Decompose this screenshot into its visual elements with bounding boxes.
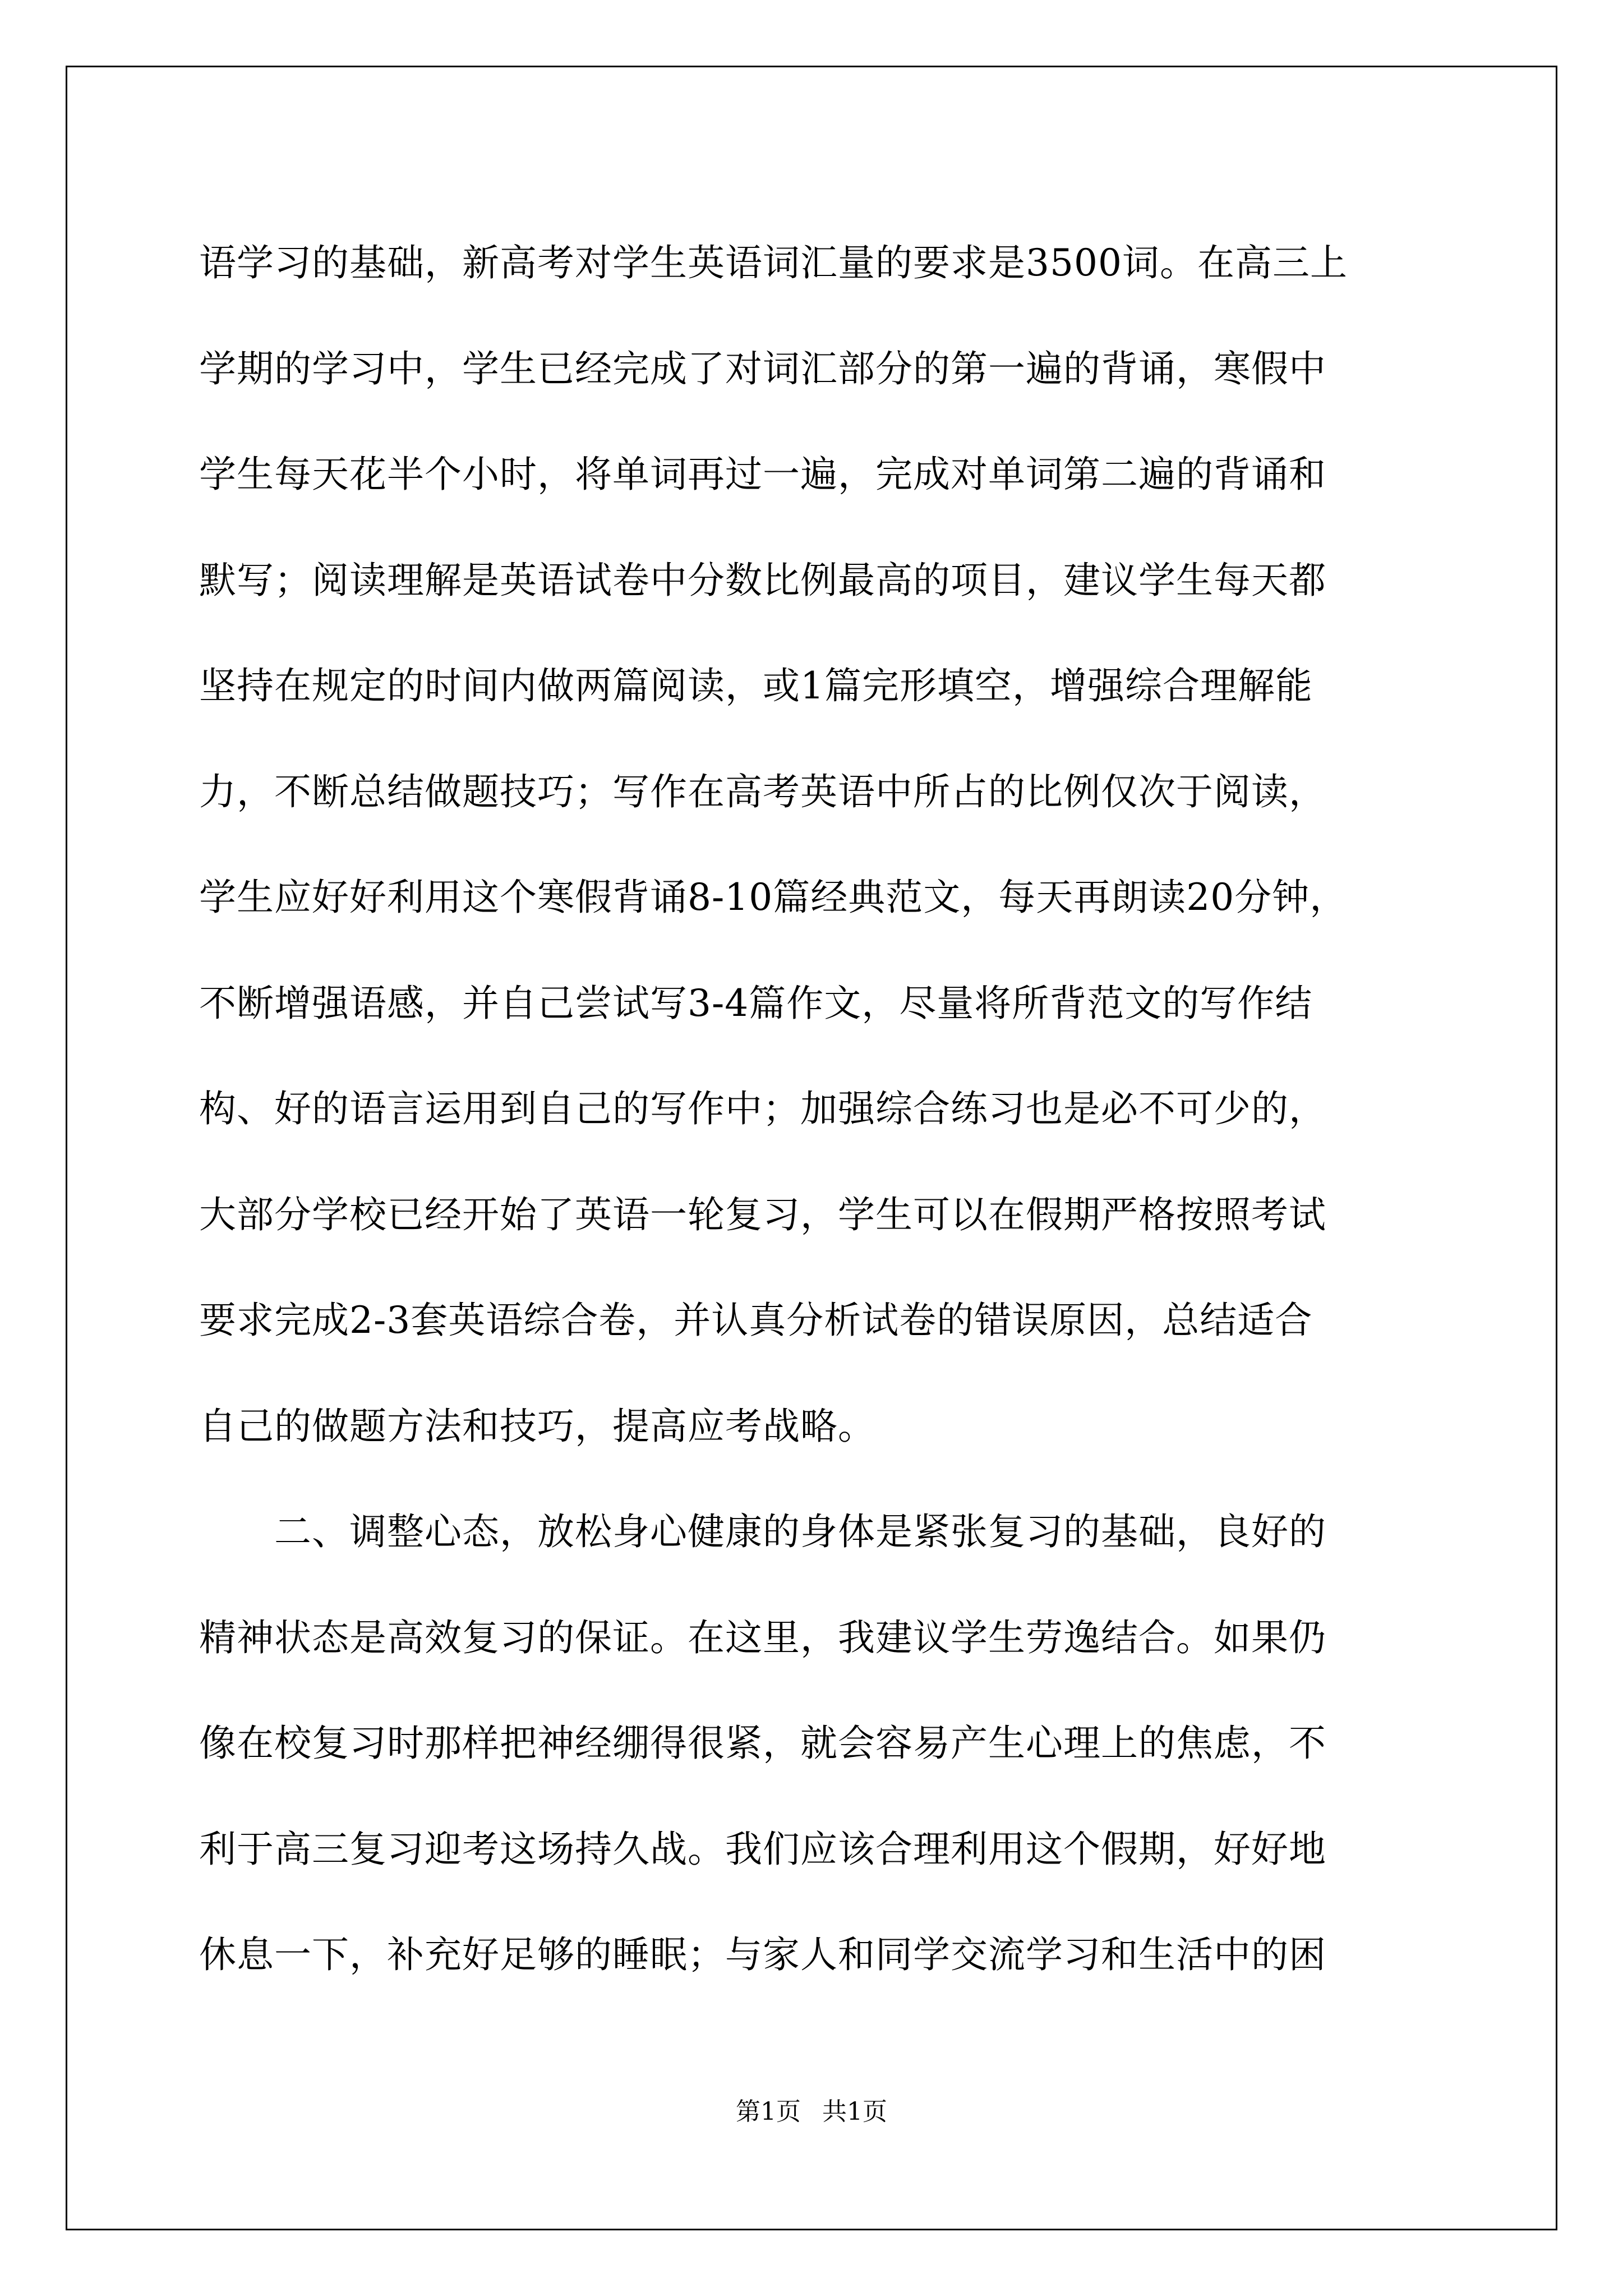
text-line-17: 休息一下，补充好足够的睡眠；与家人和同学交流学习和生活中的困 bbox=[199, 1933, 1326, 1976]
text-line-13: 二、调整心态，放松身心健康的身体是紧张复习的基础，良好的 bbox=[199, 1510, 1326, 1553]
page-footer bbox=[0, 2095, 1623, 2129]
text-line-5: 坚持在规定的时间内做两篇阅读，或1篇完形填空，增强综合理解能 bbox=[199, 664, 1313, 707]
text-line-1: 语学习的基础，新高考对学生英语词汇量的要求是3500词。在高三上 bbox=[199, 241, 1348, 284]
text-line-15: 像在校复习时那样把神经绷得很紧，就会容易产生心理上的焦虑，不 bbox=[199, 1722, 1326, 1765]
text-line-4: 默写；阅读理解是英语试卷中分数比例最高的项目，建议学生每天都 bbox=[199, 558, 1326, 602]
document-body bbox=[199, 210, 1427, 2008]
text-line-16: 利于高三复习迎考这场持久战。我们应该合理利用这个假期，好好地 bbox=[199, 1827, 1326, 1871]
page-number-total: 共1页 bbox=[822, 2097, 887, 2126]
text-line-9: 构、好的语言运用到自己的写作中；加强综合练习也是必不可少的， bbox=[199, 1087, 1326, 1130]
text-line-7: 学生应好好利用这个寒假背诵8-10篇经典范文，每天再朗读20分钟， bbox=[199, 876, 1348, 919]
text-line-6: 力，不断总结做题技巧；写作在高考英语中所占的比例仅次于阅读， bbox=[199, 770, 1326, 813]
text-line-8: 不断增强语感，并自己尝试写3-4篇作文，尽量将所背范文的写作结 bbox=[199, 981, 1313, 1025]
text-line-14: 精神状态是高效复习的保证。在这里，我建议学生劳逸结合。如果仍 bbox=[199, 1616, 1326, 1659]
text-line-12: 自己的做题方法和技巧，提高应考战略。 bbox=[199, 1404, 875, 1448]
text-line-11: 要求完成2-3套英语综合卷，并认真分析试卷的错误原因，总结适合 bbox=[199, 1299, 1313, 1342]
text-line-2: 学期的学习中，学生已经完成了对词汇部分的第一遍的背诵，寒假中 bbox=[199, 347, 1326, 390]
text-line-3: 学生每天花半个小时，将单词再过一遍，完成对单词第二遍的背诵和 bbox=[199, 453, 1326, 496]
text-line-10: 大部分学校已经开始了英语一轮复习，学生可以在假期严格按照考试 bbox=[199, 1193, 1326, 1236]
page-number-current: 第1页 bbox=[736, 2097, 801, 2126]
